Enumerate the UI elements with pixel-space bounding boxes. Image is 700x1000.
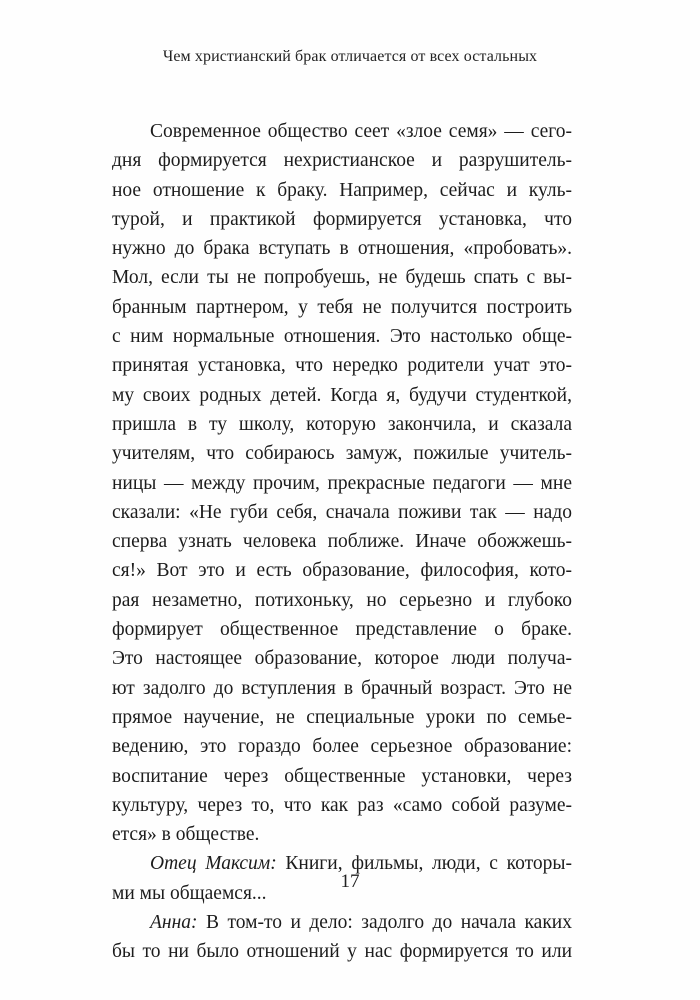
text-line: му своих родных детей. Когда я, будучи студенткой,: [112, 384, 572, 406]
text-line: нужно до брака вступать в отношения, «пробовать».: [112, 238, 572, 260]
text-line: ведению, это гораздо более серьезное образование:: [112, 736, 572, 758]
text-line: прямое научение, не специальные уроки по семье-: [112, 706, 572, 728]
dialogue-text: Книги, фильмы, люди, с которы-: [276, 853, 572, 875]
text-line: культуру, через то, что как раз «само собой разуме-: [112, 794, 572, 816]
text-line: ется» в обществе.: [112, 824, 260, 846]
speaker-name: Отец Максим:: [150, 853, 277, 875]
dialogue-line: [112, 908, 572, 937]
text-line: ное отношение к браку. Например, сейчас и куль-: [112, 179, 572, 201]
speaker-name: Анна:: [150, 912, 198, 934]
text-line: Это настоящее образование, которое люди получа-: [112, 648, 572, 670]
running-header: Чем христианский брак отличается от всех остальных: [162, 48, 538, 65]
text-line: рая незаметно, потихоньку, но серьезно и глубоко: [112, 589, 572, 611]
text-line: с ним нормальные отношения. Это настолько обще-: [112, 326, 572, 348]
text-line: бранным партнером, у тебя не получится построить: [112, 296, 572, 318]
text-line: формирует общественное представление о браке.: [112, 619, 572, 641]
text-line: учителям, что собираюсь замуж, пожилые учитель-: [112, 443, 572, 465]
dialogue-text: В том-то и дело: задолго до начала каких: [197, 912, 572, 934]
text-line: сказали: «Не губи себя, сначала поживи так — надо: [112, 501, 572, 523]
text-line: сперва узнать человека поближе. Иначе обожжешь-: [112, 531, 572, 553]
text-line: ся!» Вот это и есть образование, философия, кото-: [112, 560, 572, 582]
page-number: 17: [340, 871, 360, 892]
text-line: турой, и практикой формируется установка, что: [112, 208, 572, 230]
text-line: Современное общество сеет «злое семя» — сего-: [150, 121, 572, 142]
text-line: воспитание через общественные установки, через: [112, 765, 572, 787]
text-line: Мол, если ты не попробуешь, не будешь спать с вы-: [112, 267, 572, 289]
text-line: бы то ни было отношений у нас формируется то или: [112, 941, 572, 963]
body-text: [112, 117, 572, 967]
text-line: ми мы общаемся...: [112, 882, 267, 904]
text-line: дня формируется нехристианское и разрушитель-: [112, 150, 572, 172]
text-line: пришла в ту школу, которую закончила, и сказала: [112, 413, 572, 435]
text-line: ницы — между прочим, прекрасные педагоги — мне: [112, 472, 572, 494]
text-line: ют задолго до вступления в брачный возраст. Это не: [112, 677, 572, 699]
text-line: принятая установка, что нередко родители учат это-: [112, 355, 572, 377]
